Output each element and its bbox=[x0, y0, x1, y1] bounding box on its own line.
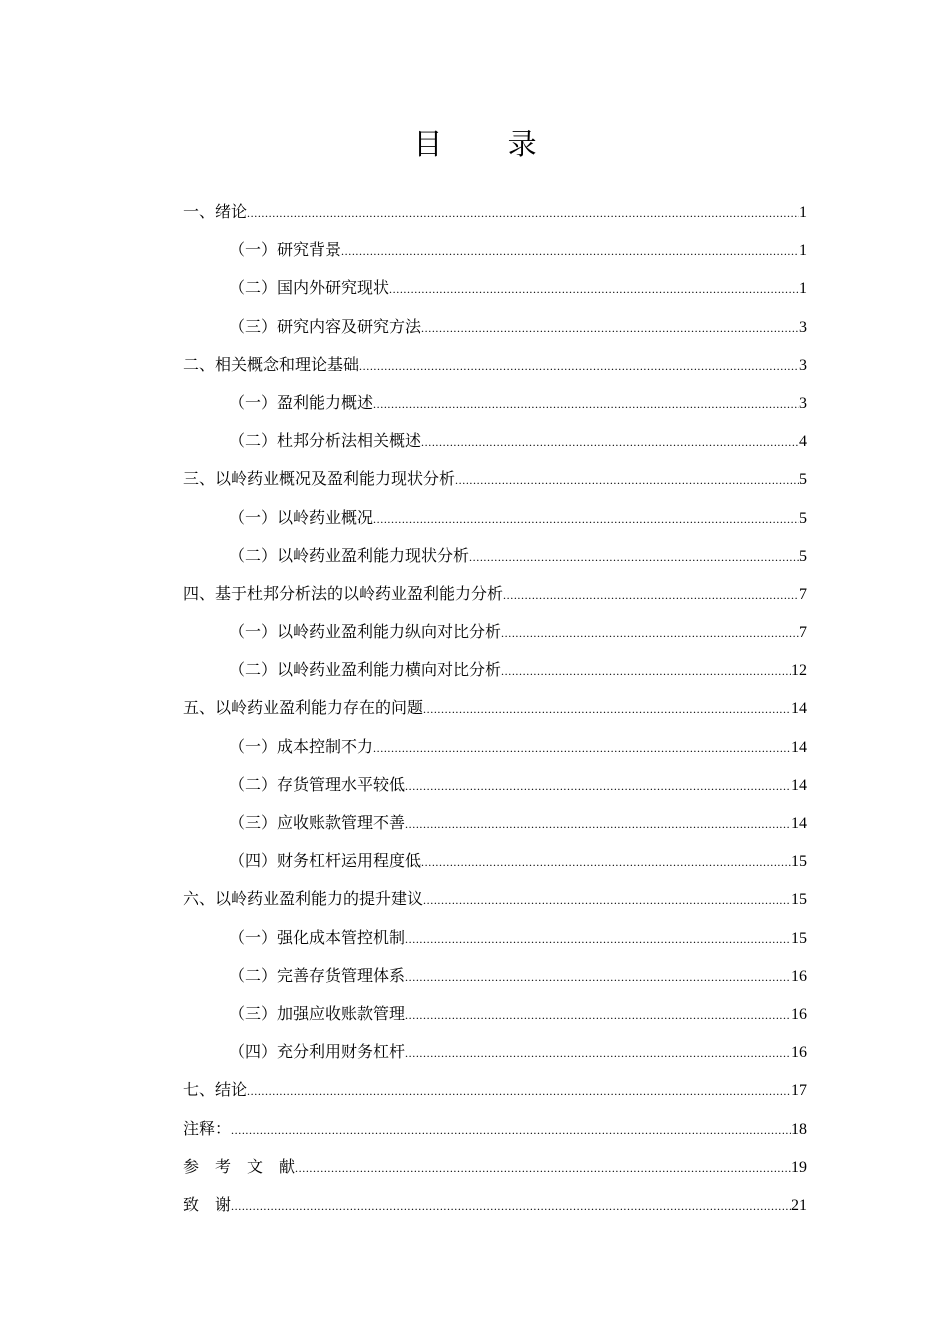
toc-entry[interactable] bbox=[183, 995, 807, 1033]
toc-entry-label: （一）以岭药业盈利能力纵向对比分析 bbox=[229, 622, 502, 642]
toc-entry-label: 致 谢 bbox=[183, 1194, 232, 1214]
toc-page-number: 5 bbox=[799, 471, 807, 489]
toc-entry-label: （一）以岭药业概况 bbox=[229, 507, 374, 527]
toc-page-number: 14 bbox=[791, 776, 807, 794]
toc-page-number: 1 bbox=[799, 280, 807, 298]
toc-dot-leader bbox=[423, 690, 791, 727]
toc-page-number: 5 bbox=[799, 509, 807, 527]
toc-page-number: 21 bbox=[791, 1196, 807, 1214]
toc-dot-leader bbox=[231, 1187, 791, 1224]
toc-page-number: 15 bbox=[791, 929, 807, 947]
toc-page-number: 15 bbox=[791, 891, 807, 909]
toc-dot-leader bbox=[295, 1149, 791, 1186]
toc-entry-label: （三）研究内容及研究方法 bbox=[229, 316, 422, 336]
toc-dot-leader bbox=[405, 1034, 791, 1071]
toc-entry-label: 二、相关概念和理论基础 bbox=[183, 354, 360, 374]
toc-dot-leader bbox=[341, 232, 799, 269]
toc-entry-label: （三）应收账款管理不善 bbox=[229, 813, 406, 832]
toc-dot-leader bbox=[421, 309, 799, 346]
toc-entry-label: （一）盈利能力概述 bbox=[229, 392, 374, 412]
toc-entry-label: 注释： bbox=[183, 1118, 232, 1138]
toc-dot-leader bbox=[503, 576, 799, 613]
toc-page-number: 16 bbox=[791, 967, 807, 985]
toc-dot-leader bbox=[405, 958, 791, 995]
toc-dot-leader bbox=[231, 1111, 791, 1148]
toc-dot-leader bbox=[501, 614, 799, 651]
toc-entry-label: 五、以岭药业盈利能力存在的问题 bbox=[183, 698, 424, 718]
toc-entry-label: （二）杜邦分析法相关概述 bbox=[229, 431, 422, 451]
toc-entry[interactable] bbox=[183, 613, 807, 651]
toc-page-number: 15 bbox=[791, 853, 807, 871]
toc-dot-leader bbox=[247, 1072, 791, 1109]
toc-entry[interactable] bbox=[183, 804, 807, 842]
toc-entry[interactable] bbox=[183, 269, 807, 307]
toc-entry-label: （四）充分利用财务杠杆 bbox=[229, 1042, 406, 1062]
toc-entry-label: （一）强化成本管控机制 bbox=[229, 927, 406, 947]
toc-dot-leader bbox=[501, 652, 791, 689]
toc-page-number: 16 bbox=[791, 1005, 807, 1023]
toc-page-number: 3 bbox=[799, 394, 807, 412]
toc-entry[interactable] bbox=[183, 460, 807, 498]
toc-dot-leader bbox=[359, 347, 799, 384]
toc-dot-leader bbox=[423, 881, 791, 918]
toc-entry-label: 四、基于杜邦分析法的以岭药业盈利能力分析 bbox=[183, 583, 504, 603]
toc-page-number: 16 bbox=[791, 1044, 807, 1062]
toc-entry-label: （四）财务杠杆运用程度低 bbox=[229, 851, 422, 871]
toc-dot-leader bbox=[405, 767, 791, 804]
toc-entry[interactable] bbox=[183, 346, 807, 384]
toc-entry[interactable] bbox=[183, 537, 807, 575]
toc-page-number: 14 bbox=[791, 815, 807, 832]
toc-entry[interactable] bbox=[183, 231, 807, 269]
toc-dot-leader bbox=[405, 996, 791, 1033]
toc-entry-label: （三）加强应收账款管理 bbox=[229, 1003, 406, 1023]
toc-entry[interactable] bbox=[183, 422, 807, 460]
toc-entry[interactable] bbox=[183, 193, 807, 231]
toc-page-number: 4 bbox=[799, 433, 807, 451]
toc-entry[interactable] bbox=[183, 384, 807, 422]
toc-entry[interactable] bbox=[183, 308, 807, 346]
toc-entry[interactable] bbox=[183, 499, 807, 537]
toc-entry-label: （二）完善存货管理体系 bbox=[229, 965, 406, 985]
toc-dot-leader bbox=[421, 843, 791, 880]
toc-entry[interactable] bbox=[183, 1110, 807, 1148]
toc-page-number: 12 bbox=[791, 662, 807, 680]
toc-entry-label: （二）以岭药业盈利能力横向对比分析 bbox=[229, 660, 502, 680]
toc-dot-leader bbox=[455, 461, 799, 498]
toc-entry[interactable] bbox=[183, 651, 807, 689]
toc-page-number: 3 bbox=[799, 356, 807, 374]
toc-page-number: 18 bbox=[791, 1120, 807, 1138]
toc-entry-label: 三、以岭药业概况及盈利能力现状分析 bbox=[183, 469, 456, 489]
toc-entry-label: （二）存货管理水平较低 bbox=[229, 774, 406, 794]
toc-entry-label: （二）国内外研究现状 bbox=[229, 278, 390, 298]
toc-page-number: 14 bbox=[791, 700, 807, 718]
toc-page-number: 7 bbox=[799, 624, 807, 642]
toc-dot-leader bbox=[405, 920, 791, 957]
toc-page-number: 14 bbox=[791, 738, 807, 756]
toc-page-number: 1 bbox=[799, 204, 807, 221]
toc-entry[interactable] bbox=[183, 1033, 807, 1071]
toc-dot-leader bbox=[247, 194, 799, 231]
toc-entry[interactable] bbox=[183, 575, 807, 613]
toc-entry-label: 一、绪论 bbox=[183, 202, 248, 221]
toc-dot-leader bbox=[373, 729, 791, 766]
toc-dot-leader bbox=[405, 805, 791, 842]
toc-page-number: 7 bbox=[799, 585, 807, 603]
toc-dot-leader bbox=[389, 270, 799, 307]
toc-page-number: 19 bbox=[791, 1158, 807, 1176]
toc-entry[interactable] bbox=[183, 842, 807, 880]
toc-entry-label: （二）以岭药业盈利能力现状分析 bbox=[229, 545, 470, 565]
toc-list bbox=[183, 193, 807, 1224]
toc-dot-leader bbox=[469, 538, 799, 575]
toc-page-number: 17 bbox=[791, 1082, 807, 1100]
toc-entry-label: （一）研究背景 bbox=[229, 240, 342, 260]
toc-entry[interactable] bbox=[183, 728, 807, 766]
toc-page-number: 1 bbox=[799, 242, 807, 260]
toc-entry-label: 参 考 文 献 bbox=[183, 1156, 296, 1176]
toc-entry[interactable] bbox=[183, 1148, 807, 1186]
toc-entry[interactable] bbox=[183, 1071, 807, 1109]
toc-dot-leader bbox=[421, 423, 799, 460]
toc-entry[interactable] bbox=[183, 880, 807, 918]
toc-entry-label: （一）成本控制不力 bbox=[229, 736, 374, 756]
toc-entry[interactable] bbox=[183, 766, 807, 804]
toc-dot-leader bbox=[373, 385, 799, 422]
toc-entry[interactable] bbox=[183, 1186, 807, 1224]
toc-page-number: 5 bbox=[799, 547, 807, 565]
toc-page-number: 3 bbox=[799, 318, 807, 336]
toc-entry[interactable] bbox=[183, 919, 807, 957]
toc-entry-label: 七、结论 bbox=[183, 1080, 248, 1100]
toc-entry-label: 六、以岭药业盈利能力的提升建议 bbox=[183, 889, 424, 909]
toc-entry[interactable] bbox=[183, 957, 807, 995]
toc-entry[interactable] bbox=[183, 689, 807, 727]
toc-title: 目 录 bbox=[413, 127, 565, 161]
toc-dot-leader bbox=[373, 500, 799, 537]
